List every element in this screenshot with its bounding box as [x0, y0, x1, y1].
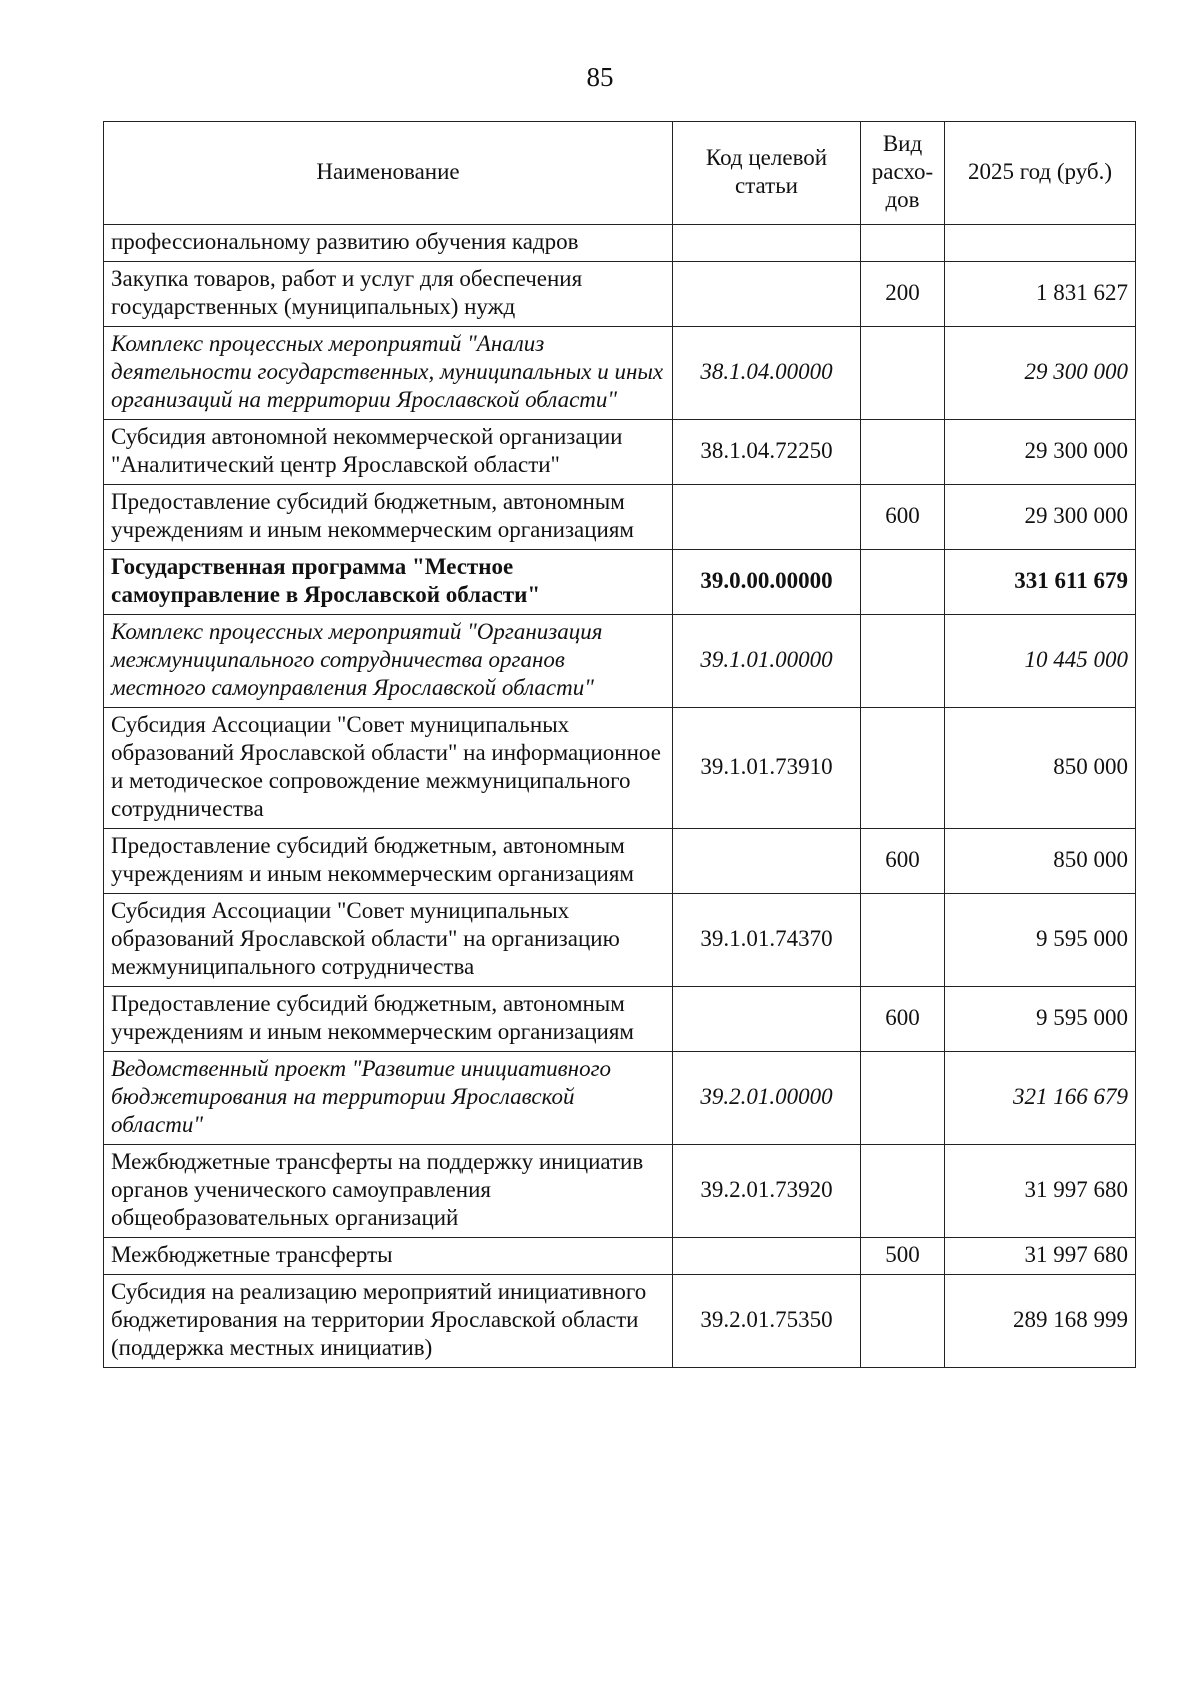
header-code: Код целевой статьи	[673, 122, 861, 225]
table-row	[104, 327, 1136, 420]
table-row	[104, 987, 1136, 1052]
row-code: 39.2.01.00000	[673, 1052, 861, 1145]
table-row	[104, 1238, 1136, 1275]
table-row	[104, 1052, 1136, 1145]
row-kind: 200	[861, 262, 945, 327]
row-kind	[861, 615, 945, 708]
row-name: Субсидия Ассоциации "Совет муниципальных образований Ярославской области" на информационное и методическое сопровождение межмуниципального сотрудничества	[104, 708, 673, 829]
row-name: Ведомственный проект "Развитие инициативного бюджетирования на территории Ярославской области"	[104, 1052, 673, 1145]
page-number: 85	[586, 62, 614, 92]
row-kind	[861, 1145, 945, 1238]
table-row	[104, 262, 1136, 327]
row-code: 39.2.01.75350	[673, 1275, 861, 1368]
table-row	[104, 1275, 1136, 1368]
table-row	[104, 1145, 1136, 1238]
row-sum: 29 300 000	[945, 485, 1136, 550]
row-code	[673, 485, 861, 550]
row-kind: 600	[861, 987, 945, 1052]
row-kind	[861, 1052, 945, 1145]
row-name: Межбюджетные трансферты	[104, 1238, 673, 1275]
row-sum: 31 997 680	[945, 1145, 1136, 1238]
row-kind	[861, 1275, 945, 1368]
row-sum: 850 000	[945, 708, 1136, 829]
row-name: Предоставление субсидий бюджетным, автономным учреждениям и иным некоммерческим организациям	[104, 987, 673, 1052]
row-kind: 600	[861, 485, 945, 550]
row-sum: 10 445 000	[945, 615, 1136, 708]
row-name: Государственная программа "Местное самоуправление в Ярославской области"	[104, 550, 673, 615]
row-sum: 850 000	[945, 829, 1136, 894]
table-row	[104, 550, 1136, 615]
table-row	[104, 420, 1136, 485]
row-kind	[861, 420, 945, 485]
row-name: Закупка товаров, работ и услуг для обеспечения государственных (муниципальных) нужд	[104, 262, 673, 327]
row-code: 39.2.01.73920	[673, 1145, 861, 1238]
header-sum: 2025 год (руб.)	[945, 122, 1136, 225]
table-row	[104, 708, 1136, 829]
row-name: Комплекс процессных мероприятий "Организация межмуниципального сотрудничества органов местного самоуправления Ярославской области"	[104, 615, 673, 708]
row-name: Субсидия на реализацию мероприятий инициативного бюджетирования на территории Ярославской области (поддержка местных инициатив)	[104, 1275, 673, 1368]
row-sum: 1 831 627	[945, 262, 1136, 327]
row-kind: 500	[861, 1238, 945, 1275]
row-name: Межбюджетные трансферты на поддержку инициатив органов ученического самоуправления общеобразовательных организаций	[104, 1145, 673, 1238]
row-sum: 9 595 000	[945, 894, 1136, 987]
table-body	[104, 225, 1136, 1368]
row-code: 38.1.04.72250	[673, 420, 861, 485]
row-code	[673, 829, 861, 894]
row-sum: 29 300 000	[945, 420, 1136, 485]
row-code: 39.0.00.00000	[673, 550, 861, 615]
table-row	[104, 225, 1136, 262]
row-name: Предоставление субсидий бюджетным, автономным учреждениям и иным некоммерческим организациям	[104, 485, 673, 550]
row-name: профессиональному развитию обучения кадров	[104, 225, 673, 262]
row-code	[673, 225, 861, 262]
row-code	[673, 1238, 861, 1275]
row-kind	[861, 225, 945, 262]
row-name: Предоставление субсидий бюджетным, автономным учреждениям и иным некоммерческим организациям	[104, 829, 673, 894]
row-sum: 331 611 679	[945, 550, 1136, 615]
table-row	[104, 615, 1136, 708]
table-row	[104, 829, 1136, 894]
row-name: Комплекс процессных мероприятий "Анализ деятельности государственных, муниципальных и иных организаций на территории Ярославской области"	[104, 327, 673, 420]
header-name: Наименование	[104, 122, 673, 225]
row-kind	[861, 327, 945, 420]
row-sum: 29 300 000	[945, 327, 1136, 420]
row-sum: 321 166 679	[945, 1052, 1136, 1145]
row-code: 39.1.01.00000	[673, 615, 861, 708]
row-sum: 289 168 999	[945, 1275, 1136, 1368]
table-row	[104, 894, 1136, 987]
budget-table	[103, 121, 1136, 1368]
table-header-row	[104, 122, 1136, 225]
row-code	[673, 987, 861, 1052]
row-code: 39.1.01.74370	[673, 894, 861, 987]
row-code: 39.1.01.73910	[673, 708, 861, 829]
row-name: Субсидия автономной некоммерческой организации "Аналитический центр Ярославской области"	[104, 420, 673, 485]
row-sum	[945, 225, 1136, 262]
row-kind	[861, 894, 945, 987]
row-code	[673, 262, 861, 327]
row-sum: 31 997 680	[945, 1238, 1136, 1275]
row-kind	[861, 550, 945, 615]
table-row	[104, 485, 1136, 550]
row-kind	[861, 708, 945, 829]
row-name: Субсидия Ассоциации "Совет муниципальных образований Ярославской области" на организацию межмуниципального сотрудничества	[104, 894, 673, 987]
header-kind: Вид расхо-дов	[861, 122, 945, 225]
row-code: 38.1.04.00000	[673, 327, 861, 420]
row-sum: 9 595 000	[945, 987, 1136, 1052]
row-kind: 600	[861, 829, 945, 894]
